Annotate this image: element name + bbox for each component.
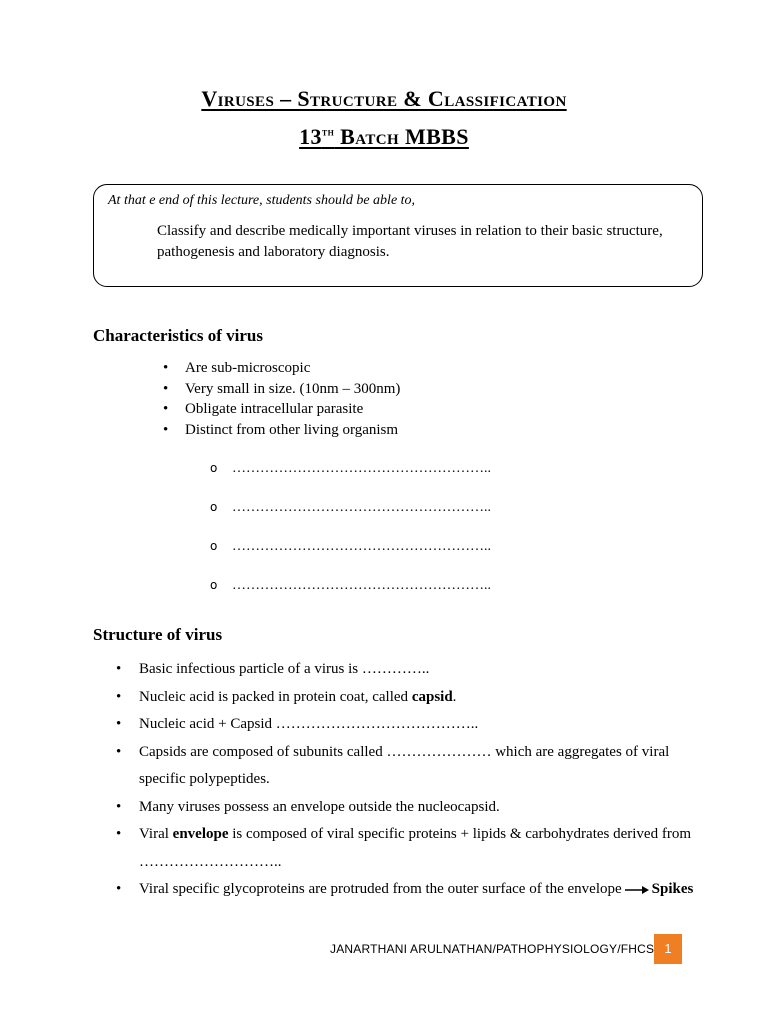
text-span: Viral specific glycoproteins are protruded from the outer surface of the envelope [139, 881, 622, 897]
list-item: • Capsids are composed of subunits called ………………… which are aggregates of viral specific polypeptides. [116, 739, 696, 794]
text-span: Nucleic acid is packed in protein coat, called [139, 688, 412, 705]
structure-list [116, 656, 696, 904]
title-text: Viruses – Structure & Classification [201, 86, 567, 111]
list-item: • Are sub-microscopic [163, 358, 400, 379]
bold-term-spikes: Spikes [651, 881, 694, 897]
list-item [116, 821, 696, 876]
right-arrow-icon [624, 885, 650, 895]
list-item: • Basic infectious particle of a virus is ………….. [116, 656, 696, 684]
page-number-badge: 1 [654, 934, 682, 964]
footer-author: JANARTHANI ARULNATHAN/PATHOPHYSIOLOGY/FHCS [330, 942, 655, 956]
list-item: • Nucleic acid + Capsid ………………………………….. [116, 711, 696, 739]
structure-heading: Structure of virus [93, 625, 223, 644]
document-title [0, 86, 768, 112]
learning-objectives-box [93, 184, 703, 287]
characteristics-heading: Characteristics of virus [93, 326, 263, 345]
list-item [116, 876, 696, 904]
bold-term-envelope: envelope [172, 826, 229, 842]
list-item: • Distinct from other living organism [163, 420, 400, 441]
blank-sub-list [210, 459, 491, 615]
blank-list-item: o ……………………………………………….. [210, 576, 491, 615]
batch-title-underlined [299, 124, 469, 149]
batch-number: 13 [299, 124, 322, 149]
objectives-intro: At that e end of this lecture, students should be able to, [108, 193, 416, 208]
batch-title [0, 124, 768, 150]
characteristics-list [163, 358, 400, 440]
list-item: • Many viruses possess an envelope outside the nucleocapsid. [116, 794, 696, 822]
blank-list-item: o ……………………………………………….. [210, 498, 491, 537]
blank-list-item: o ……………………………………………….. [210, 459, 491, 498]
blank-list-item: o ……………………………………………….. [210, 537, 491, 576]
list-item: • Obligate intracellular parasite [163, 399, 400, 420]
text-span: . [452, 688, 457, 705]
list-item [116, 684, 696, 712]
text-span: is composed of viral specific proteins + lipids & carbohydrates derived from ……………………….. [139, 826, 692, 870]
bold-term-capsid: capsid [411, 688, 453, 705]
batch-rest: Batch MBBS [334, 124, 469, 149]
objectives-text: Classify and describe medically important viruses in relation to their basic structure, pathogenesis and laboratory diagnosis. [157, 223, 663, 260]
batch-suffix: th [321, 126, 335, 139]
text-span: Viral [139, 826, 173, 842]
list-item: • Very small in size. (10nm – 300nm) [163, 379, 400, 400]
